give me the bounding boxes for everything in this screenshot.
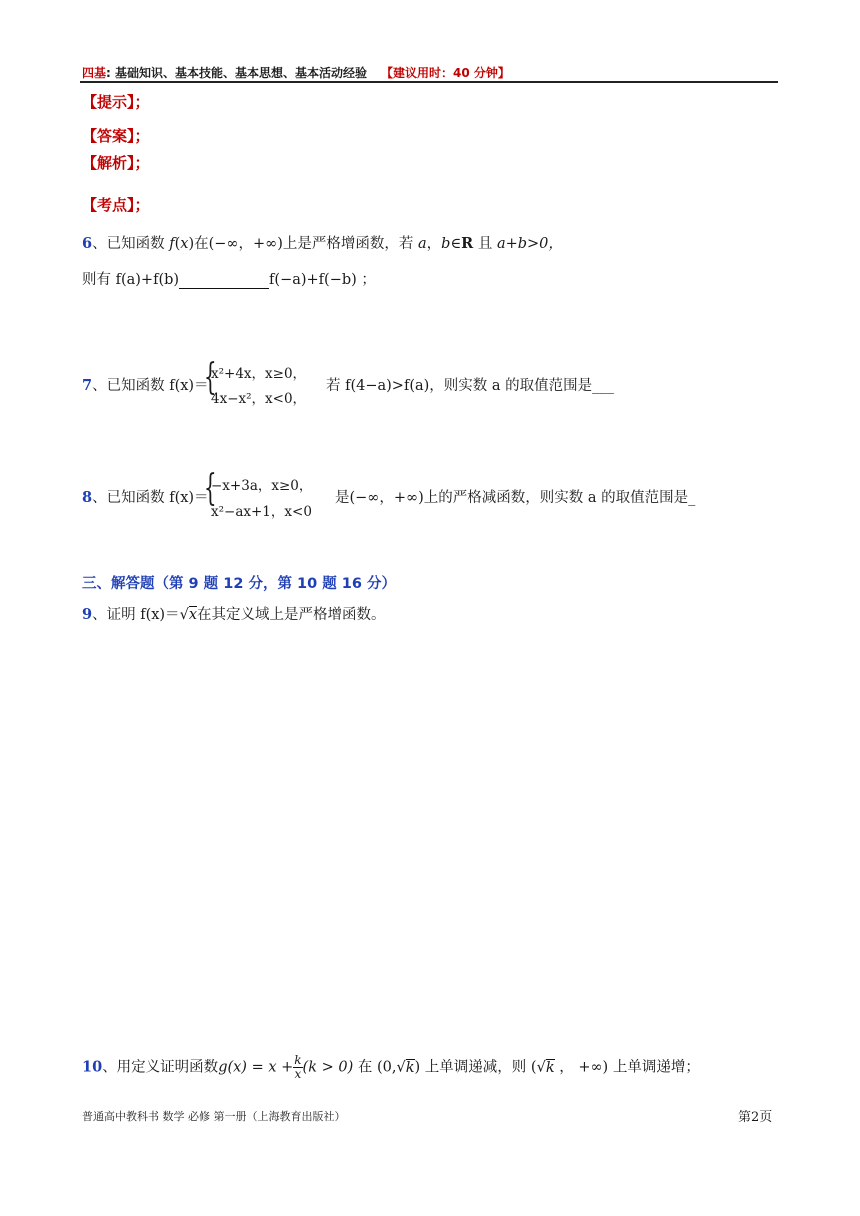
q6-x: x [180, 236, 189, 252]
q7-lead [82, 374, 209, 395]
q8-lead-text: 、已知函数 f(x)＝ [92, 490, 209, 506]
answer-tag: 【答案】； [82, 127, 150, 145]
q10-interval1-open: (0, [376, 1059, 397, 1076]
analysis-tag: 【解析】； [82, 154, 150, 172]
q8-row1: −x+3a，x≥0， [211, 478, 313, 494]
q10-interval1-close: ) [414, 1059, 421, 1076]
q10-frac-den: x [294, 1067, 302, 1081]
q6-R: R [461, 235, 474, 252]
q10-func-cond: (k > 0) [302, 1059, 354, 1076]
q8-brace: { [204, 468, 217, 509]
q6-text-2: )在(−∞，+∞)上是严格增函数，若 [188, 236, 418, 252]
header-time: 【建议用时：40 分钟】 [381, 66, 510, 80]
q7-row1: x²+4x，x≥0， [211, 366, 307, 382]
q7-number: 7 [82, 377, 93, 394]
q9-sqrt-arg: x [188, 607, 197, 623]
q10-func: g(x) = x + [218, 1059, 294, 1076]
q7-brace: { [204, 357, 217, 398]
q10-sqrt-2: √k [536, 1059, 555, 1076]
q6-answer-blank[interactable] [179, 273, 269, 289]
q6-b: b [441, 236, 451, 252]
q9-text-2: 在其定义域上是严格增函数。 [197, 607, 386, 623]
q10-frac-num: k [294, 1053, 302, 1067]
q10-sqrt-2-arg: k [545, 1059, 555, 1076]
q6-number: 6 [82, 235, 93, 252]
q10-text-4: ， +∞) 上单调递增； [554, 1059, 700, 1076]
q8-lead [82, 486, 209, 507]
q10-fraction [293, 1054, 302, 1081]
q9-number: 9 [82, 606, 93, 623]
q10-sqrt-1-arg: k [405, 1059, 415, 1076]
q10-sqrt-1: √k [396, 1059, 415, 1076]
page-header [82, 64, 510, 81]
q6-line1 [82, 232, 563, 253]
q6-fx: f [169, 236, 175, 252]
header-text: : 基础知识、基本技能、基本思想、基本活动经验 [106, 66, 367, 80]
point-tag: 【考点】； [82, 196, 150, 214]
footer-book-title: 普通高中教科书 数学 必修 第一册（上海教育出版社） [82, 1110, 346, 1123]
q6-in: ∈ [450, 236, 462, 252]
header-prefix: 四基 [82, 66, 107, 80]
q10-line [82, 1054, 700, 1081]
q9-line [82, 603, 386, 624]
q6-text-3: 且 [473, 236, 497, 252]
q10-text-2: 在 [353, 1059, 377, 1076]
q10-text-3: 上单调递减，则 ( [420, 1059, 537, 1076]
q7-row2: 4x−x²，x<0， [211, 391, 307, 407]
q8-row2: x²−ax+1，x<0 [211, 504, 312, 520]
q10-text: 、用定义证明函数 [102, 1059, 219, 1076]
q8-number: 8 [82, 489, 93, 506]
q6-cond: a+b>0， [496, 236, 563, 252]
header-rule [80, 81, 778, 83]
q6-line2 [82, 268, 376, 289]
hint-tag: 【提示】； [82, 93, 150, 111]
q6-sep: ， [426, 236, 442, 252]
q6-a: a [417, 236, 427, 252]
section-3-heading: 三、解答题（第 9 题 12 分，第 10 题 16 分） [82, 576, 397, 592]
q6-line2-right: f(−a)+f(−b) ； [269, 272, 376, 288]
q9-text: 、证明 f(x)＝ [92, 607, 180, 623]
q6-paren: ( [174, 236, 181, 252]
q9-sqrt: √x [179, 607, 197, 623]
q7-tail: 若 f(4−a)>f(a)，则实数 a 的取值范围是___ [326, 378, 614, 394]
q7-lead-text: 、已知函数 f(x)＝ [92, 378, 209, 394]
footer-page-number: 第2页 [738, 1110, 773, 1125]
q6-text: 、已知函数 [92, 236, 170, 252]
q10-number: 10 [82, 1058, 103, 1076]
q8-tail: 是(−∞，+∞)上的严格减函数，则实数 a 的取值范围是_ [335, 490, 696, 506]
q6-line2-left: 则有 f(a)+f(b) [82, 272, 180, 288]
